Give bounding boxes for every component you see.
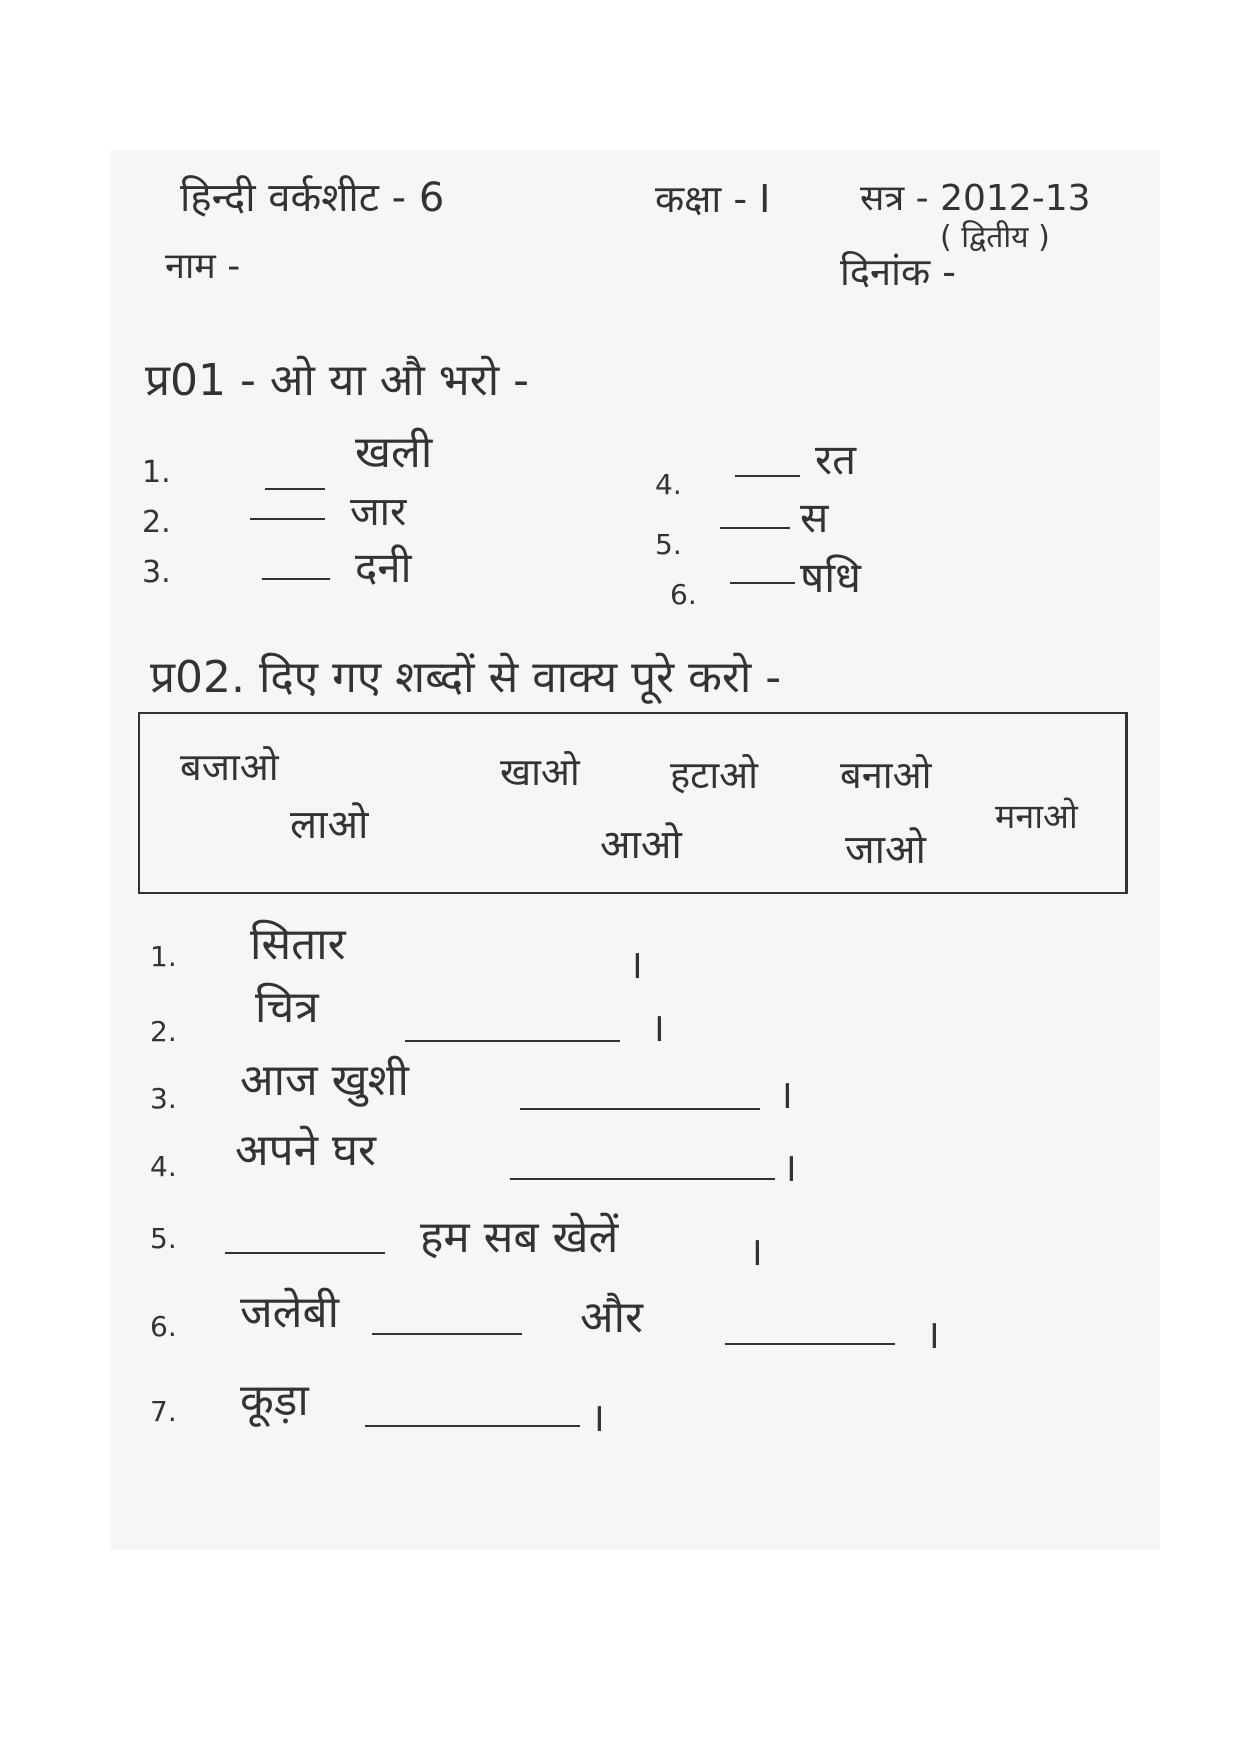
- question-1-title: प्र01 - ओ या औ भरो -: [145, 355, 529, 406]
- sentence-text: चित्र: [255, 982, 319, 1033]
- sentence-end-mark: ।: [778, 1072, 794, 1118]
- word-bank-word: लाओ: [290, 802, 369, 848]
- word-bank-word: बनाओ: [840, 753, 932, 797]
- sentence-end-mark: ।: [590, 1395, 606, 1441]
- sentence-text: कूड़ा: [240, 1375, 309, 1426]
- sentence-text: आज खुशी: [240, 1055, 409, 1106]
- q1-item-number: 5.: [655, 528, 682, 561]
- q1-item-blank[interactable]: [262, 578, 330, 580]
- q1-item-word: स: [800, 493, 829, 542]
- date-label: दिनांक -: [840, 250, 956, 294]
- sentence-end-mark: ।: [748, 1229, 764, 1275]
- q1-item-blank[interactable]: [265, 488, 325, 490]
- word-bank-word: मनाओ: [995, 797, 1078, 837]
- question-2-title: प्र02. दिए गए शब्दों से वाक्य पूरे करो -: [150, 652, 782, 703]
- sentence-blank[interactable]: [405, 1040, 620, 1042]
- sentence-text: और: [580, 1292, 644, 1343]
- sentence-blank[interactable]: [510, 1178, 775, 1180]
- sentence-number: 7.: [150, 1395, 177, 1428]
- q1-item-blank[interactable]: [730, 582, 795, 584]
- name-label: नाम -: [165, 246, 241, 287]
- sentence-blank[interactable]: [372, 1333, 522, 1335]
- word-bank-word: बजाओ: [180, 745, 279, 789]
- sentence-text: अपने घर: [235, 1125, 377, 1176]
- q1-item-number: 2.: [142, 505, 171, 540]
- sentence-number: 2.: [150, 1015, 177, 1048]
- worksheet-title: हिन्दी वर्कशीट - 6: [180, 175, 445, 221]
- sentence-end-mark: ।: [782, 1145, 798, 1191]
- q1-item-blank[interactable]: [250, 518, 325, 520]
- sentence-blank[interactable]: [225, 1252, 385, 1254]
- term-label: ( द्वितीय ): [940, 220, 1050, 255]
- q1-item-number: 6.: [670, 578, 697, 611]
- sentence-end-mark: ।: [650, 1005, 666, 1051]
- class-label: कक्षा - I: [655, 177, 771, 221]
- q1-item-word: षधि: [800, 553, 861, 602]
- sentence-number: 3.: [150, 1082, 177, 1115]
- sentence-blank[interactable]: [725, 1343, 895, 1345]
- word-bank-word: खाओ: [500, 750, 580, 794]
- q1-item-blank[interactable]: [720, 527, 790, 529]
- word-bank-word: हटाओ: [670, 753, 759, 797]
- sentence-number: 1.: [150, 940, 177, 973]
- word-bank-word: जाओ: [845, 827, 926, 873]
- sentence-text: जलेबी: [240, 1287, 339, 1338]
- q1-item-word: जार: [350, 489, 407, 535]
- sentence-text: सितार: [250, 919, 346, 970]
- sentence-blank[interactable]: [365, 1425, 580, 1427]
- sentence-number: 6.: [150, 1310, 177, 1343]
- q1-item-word: खली: [355, 427, 433, 478]
- q1-item-word: रत: [815, 435, 857, 484]
- sentence-blank[interactable]: [520, 1108, 760, 1110]
- q1-item-word: दनी: [355, 543, 412, 592]
- q1-item-number: 4.: [655, 468, 682, 501]
- q1-item-number: 1.: [142, 455, 171, 490]
- sentence-text: हम सब खेलें: [420, 1212, 619, 1263]
- q1-item-number: 3.: [142, 555, 171, 590]
- session-label: सत्र - 2012-13: [860, 178, 1091, 219]
- sentence-end-mark: ।: [628, 942, 644, 988]
- word-bank-word: आओ: [600, 822, 682, 868]
- sentence-end-mark: ।: [925, 1312, 941, 1358]
- q1-item-blank[interactable]: [735, 475, 800, 477]
- sentence-number: 4.: [150, 1150, 177, 1183]
- sentence-number: 5.: [150, 1222, 177, 1255]
